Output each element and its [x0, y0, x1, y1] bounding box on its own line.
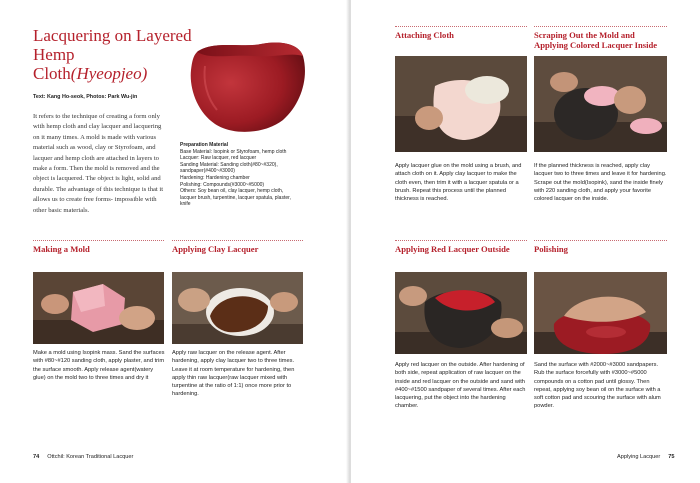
step-text-making-mold: Make a mold using Isopink mass. Sand the surfaces with #80~#120 sanding cloth, apply plaster, and trim the surface smooth. Apply release agent(watery glue) on the mold two to three times and dry it [33, 350, 165, 381]
photo-clay-lacquer [172, 272, 303, 344]
credit-line: Text: Kang Ho-seok, Photos: Park Wu-jin [33, 94, 138, 100]
left-page [0, 0, 349, 483]
step-heading-scraping-mold: Scraping Out the Mold and Applying Colored Lacquer Inside [534, 30, 658, 50]
step-text-red-lacquer: Apply red lacquer on the outside. After hardening of both side, repeat application of raw lacquer on the inside and red lacquer on the outside and sand with #400~#1500 sandpaper of several times. After each lacquering, put the object into the hardening chamber. [395, 362, 526, 410]
lacquered-bowl-photo [183, 30, 311, 138]
step-heading-polishing: Polishing [534, 244, 568, 254]
folio-left [33, 454, 133, 460]
step-text-scraping-mold: If the planned thickness is reached, apply clay lacquer two to three times and leave it for hardening. Scrape out the mold(Isopink), sand the inside finely with 220 sanding cloth, and apply your favorite colored lacquer on the inside. [534, 163, 667, 203]
intro-paragraph: It refers to the technique of creating a form only with hemp cloth and clay lacquer and lacquering on it many times. A mold is made with various material such as wood, clay or Styrofoam, and lacquer and hemp cloth are attached in layers to make a form. Then the mold is removed and the object is lacquered. The object is light, solid and durable. The advantage of this technique is that it allows us to create free forms- impossible with other basic materials. [33, 113, 164, 214]
title-sub: (Hyeopjeo) [70, 64, 148, 83]
folio-right [617, 454, 674, 460]
step-heading-making-mold: Making a Mold [33, 244, 90, 254]
step-text-polishing: Sand the surface with #2000~#3000 sandpapers. Rub the surface forcefully with #3000~#5000 compounds on a cotton pad until glossy. Then repeat, applying soy bean oil on the surface with a soft cotton pad and scouring the surface with alum powder. [534, 362, 661, 410]
prep-line: Lacquer: Raw lacquer, red lacquer [180, 155, 257, 162]
prep-line: Base Material: Isopink or Styrofoam, hemp cloth [180, 148, 287, 155]
right-page [351, 0, 700, 483]
folio-title-right: Applying Lacquer [617, 454, 661, 460]
photo-polishing [534, 272, 667, 354]
step-text-clay-lacquer: Apply raw lacquer on the release agent. After hardening, apply clay lacquer two to three times. Leave it at room temperature for hardening, then apply thin raw lacquer(raw lacquer mixed with turpentine at the ratio of 1:1) once more prior to hardening. [172, 350, 295, 398]
article-title [33, 26, 193, 83]
page-number-right: 75 [668, 454, 675, 460]
preparation-material [180, 142, 320, 208]
section-divider [172, 240, 303, 241]
prep-line: knife [180, 201, 191, 208]
prep-line: lacquer brush, turpentine, lacquer spatula, plaster, [180, 194, 291, 201]
section-divider [395, 26, 527, 27]
folio-title-left: Ottchil: Korean Traditional Lacquer [47, 454, 134, 460]
photo-red-lacquer [395, 272, 527, 354]
section-divider [534, 240, 667, 241]
step-heading-attaching-cloth: Attaching Cloth [395, 30, 454, 40]
prep-title: Preparation Material [180, 142, 229, 148]
step-text-attaching-cloth: Apply lacquer glue on the mold using a brush, and attach cloth on it. Apply clay lacquer to make the cloth even, then trim it with a lacquer spatula or a brush. Repeat this process until the planned thickness is reached. [395, 163, 522, 203]
section-divider [395, 240, 527, 241]
section-divider [534, 26, 667, 27]
step-heading-red-lacquer: Applying Red Lacquer Outside [395, 244, 510, 254]
prep-line: Hardening: Hardening chamber [180, 174, 250, 181]
step-heading-clay-lacquer: Applying Clay Lacquer [172, 244, 259, 254]
photo-scraping-mold [534, 56, 667, 152]
photo-making-mold [33, 272, 164, 344]
title-main: Lacquering on Layered Hemp Cloth [33, 26, 192, 83]
prep-line: sandpaper(#400~#3000) [180, 168, 235, 175]
photo-attaching-cloth [395, 56, 527, 152]
prep-line: Sanding Material: Sanding cloth(#80~#320), [180, 161, 278, 168]
section-divider [33, 240, 164, 241]
prep-line: Polishing: Compounds(#3000~#5000) [180, 181, 265, 188]
prep-line: Others: Soy bean oil, clay lacquer, hemp cloth, [180, 188, 284, 195]
page-number-left: 74 [33, 454, 40, 460]
